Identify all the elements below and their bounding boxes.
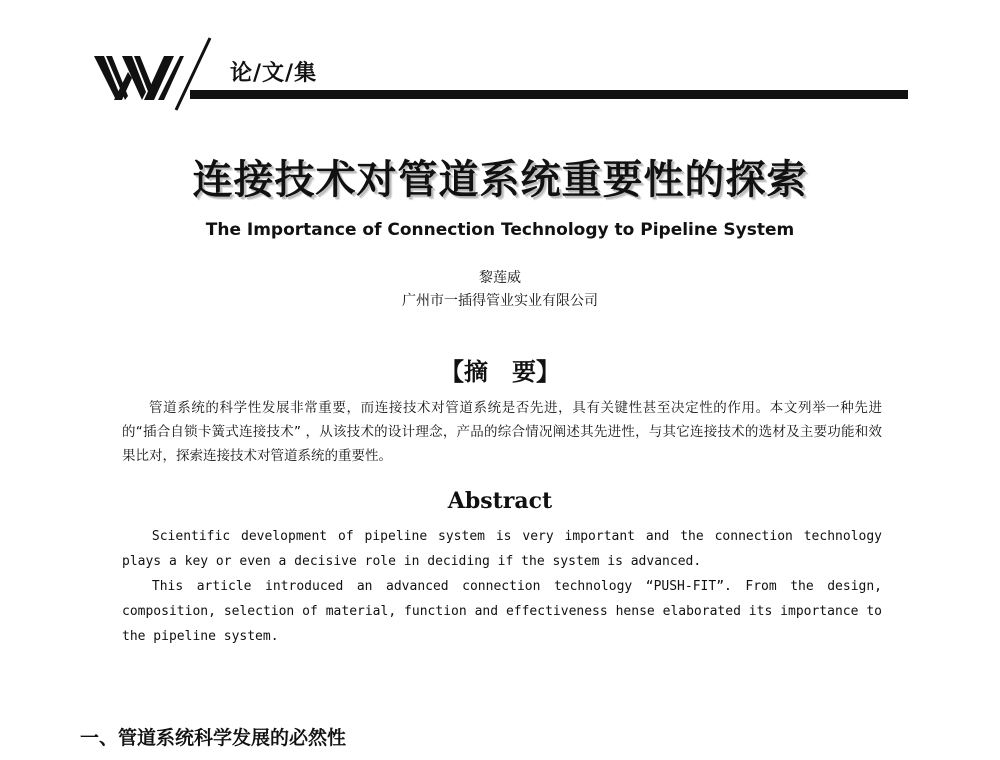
journal-section-label: 论/文/集: [230, 61, 318, 86]
abstract-english-paragraph-2: This article introduced an advanced connection technology “PUSH-FIT”. From the design, composition, selection of material, function and effectiveness hense elaborated its importance to the pipeline system.: [122, 579, 882, 644]
author-name: 黎莲威: [479, 270, 521, 286]
abstract-english: [122, 524, 882, 649]
header-rule: [190, 90, 908, 99]
abstract-english-paragraph-1: Scientific development of pipeline system is very important and the connection technology plays a key or even a decisive role in deciding if the system is advanced.: [122, 529, 882, 569]
author-affiliation: 广州市一插得管业实业有限公司: [402, 293, 598, 309]
journal-logo-icon: [92, 34, 222, 112]
title-chinese: 连接技术对管道系统重要性的探索: [192, 157, 808, 203]
title-english: The Importance of Connection Technology to Pipeline System: [205, 220, 795, 240]
abstract-heading-chinese: 【摘 要】: [440, 358, 560, 386]
abstract-chinese: [122, 396, 882, 468]
abstract-heading-english: Abstract: [447, 488, 553, 514]
section-heading: 一、管道系统科学发展的必然性: [80, 727, 347, 749]
abstract-chinese-paragraph: 管道系统的科学性发展非常重要，而连接技术对管道系统是否先进，具有关键性甚至决定性的作用。本文列举一种先进的“插合自锁卡簧式连接技术” ，从该技术的设计理念，产品的综合情况阐述其先进性，与其它连接技术的选材及主要功能和效果比对，探索连接技术对管道系统的重要性。: [122, 400, 882, 464]
